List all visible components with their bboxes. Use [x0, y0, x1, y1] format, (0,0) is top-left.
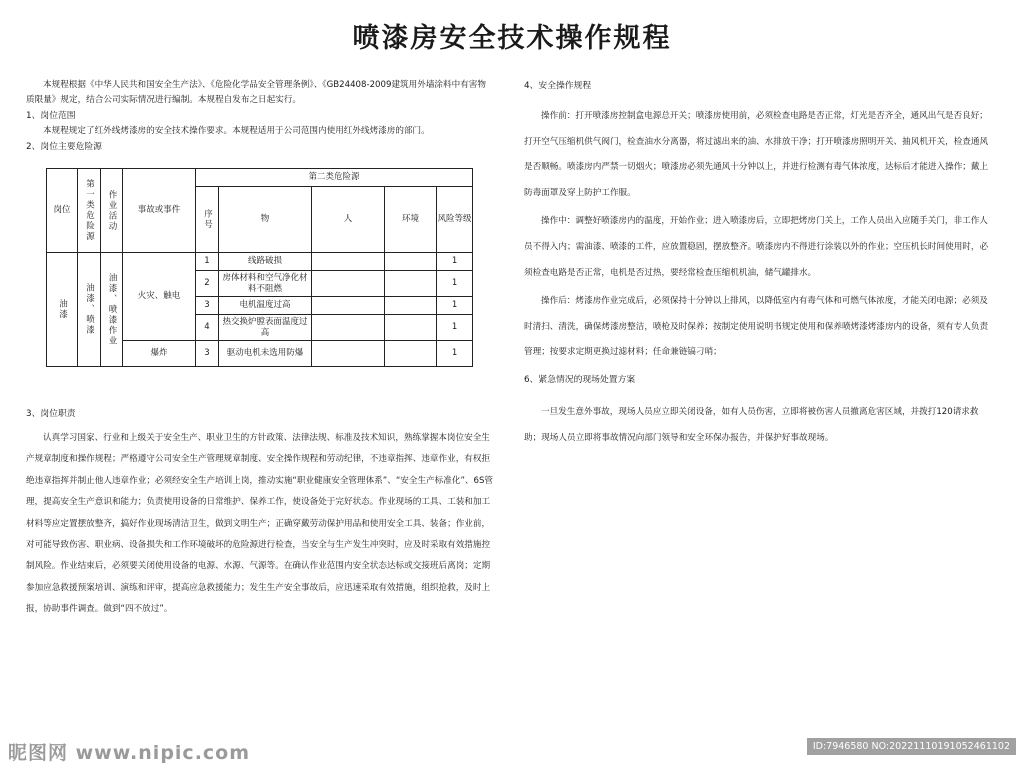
section-6-text: 一旦发生意外事故，现场人员应立即关闭设备，如有人员伤害，立即将被伤害人员撤离危害区域，并拨打120请求救助；现场人员立即将事故情况向部门领导和安全环保办报告，并保护好事故现场。 [524, 406, 979, 443]
table-row-thing: 热交换炉膛表面温度过高 [219, 315, 312, 341]
table-row-env [385, 315, 437, 341]
table-row-seq: 1 [196, 253, 219, 271]
section-6-heading: 6、紧急情况的现场处置方案 [524, 374, 636, 385]
section-1-heading: 1、岗位范围 [26, 111, 76, 121]
header-class1-cell [78, 169, 101, 253]
table-row-person [312, 271, 385, 297]
header-thing: 物 [219, 187, 312, 253]
header-activity-cell [101, 169, 123, 253]
hazard-table [46, 168, 473, 367]
section-3 [26, 406, 494, 621]
table-row-seq: 3 [196, 341, 219, 367]
post-cell [47, 253, 78, 367]
header-event: 事故或事件 [123, 169, 196, 253]
table-row-thing: 线路破损 [219, 253, 312, 271]
table-row-risk: 1 [437, 271, 473, 297]
intro-paragraph: 本规程根据《中华人民共和国安全生产法》、《危险化学品安全管理条例》、《GB24408-2009建筑用外墙涂料中有害物质限量》规定，结合公司实际情况进行编制。本规程自发布之日起实行。 [26, 80, 486, 105]
table-row-person [312, 341, 385, 367]
table-row-seq: 3 [196, 297, 219, 315]
table-row-risk: 1 [437, 297, 473, 315]
table-row-person [312, 315, 385, 341]
header-person: 人 [312, 187, 385, 253]
event-cell-2: 爆炸 [123, 341, 196, 367]
class1-value: 油漆、喷漆 [84, 283, 95, 336]
header-seq-cell [196, 187, 219, 253]
table-row-thing: 驱动电机未选用防爆 [219, 341, 312, 367]
header-class1: 第一类危险源 [84, 179, 95, 242]
event-cell-1: 火灾、触电 [123, 253, 196, 341]
table-row-risk: 1 [437, 341, 473, 367]
header-class2: 第二类危险源 [196, 169, 473, 187]
right-column [524, 78, 994, 454]
class1-cell [78, 253, 101, 367]
watermark-logo: 昵图网 www.nipic.com [8, 742, 251, 764]
header-env: 环境 [385, 187, 437, 253]
table-row-env [385, 297, 437, 315]
table-row-env [385, 341, 437, 367]
section-4-heading: 4、安全操作规程 [524, 81, 592, 91]
operation-after: 操作后：烤漆房作业完成后，必须保持十分钟以上排风，以降低室内有毒气体和可燃气体浓度，才能关闭电源；必须及时清扫、清洗，确保烤漆房整洁，喷枪及时保养；按制定使用说明书规定使用和保养喷烤漆烤漆房内的设备，须有专人负责管理；按要求定期更换过滤材料；任命兼链镐刁哨； [524, 296, 989, 358]
section-1-text: 本规程规定了红外线烤漆房的安全技术操作要求。本规程适用于公司范围内使用红外线烤漆房的部门。 [43, 126, 430, 136]
header-seq: 序号 [202, 209, 213, 230]
table-row-person [312, 297, 385, 315]
table-row-env [385, 271, 437, 297]
table-row-risk: 1 [437, 253, 473, 271]
section-2-heading: 2、岗位主要危险源 [26, 142, 102, 152]
page-title: 喷漆房安全技术操作规程 [352, 23, 672, 54]
table-row-seq: 2 [196, 271, 219, 297]
table-row-env [385, 253, 437, 271]
section-3-heading: 3、岗位职责 [26, 409, 76, 419]
table-row-person [312, 253, 385, 271]
header-activity: 作业活动 [107, 189, 117, 232]
watermark-id: ID:7946580 NO:20221110191052461102 [807, 738, 1016, 755]
section-3-text: 认真学习国家、行业和上级关于安全生产、职业卫生的方针政策、法律法规、标准及技术知识，熟练掌握本岗位安全生产规章制度和操作规程；严格遵守公司安全生产管理规章制度、安全操作规程和劳动纪律，不违章指挥、违章作业，有权拒绝违章指挥并制止他人违章作业；必须经安全生产培训上岗，推动实施“职业健康安全管理体系”、“安全生产标准化”、6S管理，提高安全生产意识和能力；负责使用设备的日常维护、保养工作，使设备处于完好状态。作业现场的工具、工装和加工材料等应定置摆放整齐，搞好作业现场清洁卫生，做到文明生产；正确穿戴劳动保护用品和使用安全工具、装备；作业前，对可能导致伤害、职业病、设备损失和工作环境破坏的危险源进行检查，当安全与生产发生冲突时，应及时采取有效措施控制风险。作业结束后，必须要关闭使用设备的电源、水源、气源等。在确认作业范围内安全状态达标或交接班后离岗；定期参加应急救援预案培训、演练和评审，提高应急救援能力；发生生产安全事故后，应迅速采取有效措施，组织抢救，及时上报，协助事件调查。做到“四不放过”。 [26, 433, 494, 615]
table-row-risk: 1 [437, 315, 473, 341]
table-row-seq: 4 [196, 315, 219, 341]
activity-cell [101, 253, 123, 367]
table-row-thing: 电机温度过高 [219, 297, 312, 315]
header-post: 岗位 [47, 169, 78, 253]
operation-during: 操作中：调整好喷漆房内的温度，开始作业；进入喷漆房后，立即把烤房门关上，工作人员出入应随手关门，非工作人员不得入内；需油漆、喷漆的工件，应放置稳固，摆放整齐。喷漆房内不得进行涂装以外的作业；空压机长时间使用时，必须检查电路是否正常，电机是否过热，要经常检查压缩机机油，储气罐排水。 [524, 216, 989, 278]
operation-before: 操作前：打开喷漆房控制盒电源总开关；喷漆房使用前，必须检查电路是否正常，灯光是否齐全，通风出气是否良好；打开空气压缩机供气阀门，检查油水分离器，将过滤出来的油、水排放干净；打开喷漆房照明开关、抽风机开关，检查通风是否顺畅。喷漆房内严禁一切烟火；喷漆房必须先通风十分钟以上，并进行检测有毒气体浓度，达标后才能进入操作；戴上防毒面罩及穿上防护工作服。 [524, 111, 989, 198]
table-row-thing: 房体材料和空气净化材料不阻燃 [219, 271, 312, 297]
activity-value: 油漆、喷漆作业 [107, 272, 117, 347]
post-value: 油漆 [57, 299, 68, 320]
header-risk: 风险等级 [437, 187, 473, 253]
left-column [26, 78, 494, 155]
